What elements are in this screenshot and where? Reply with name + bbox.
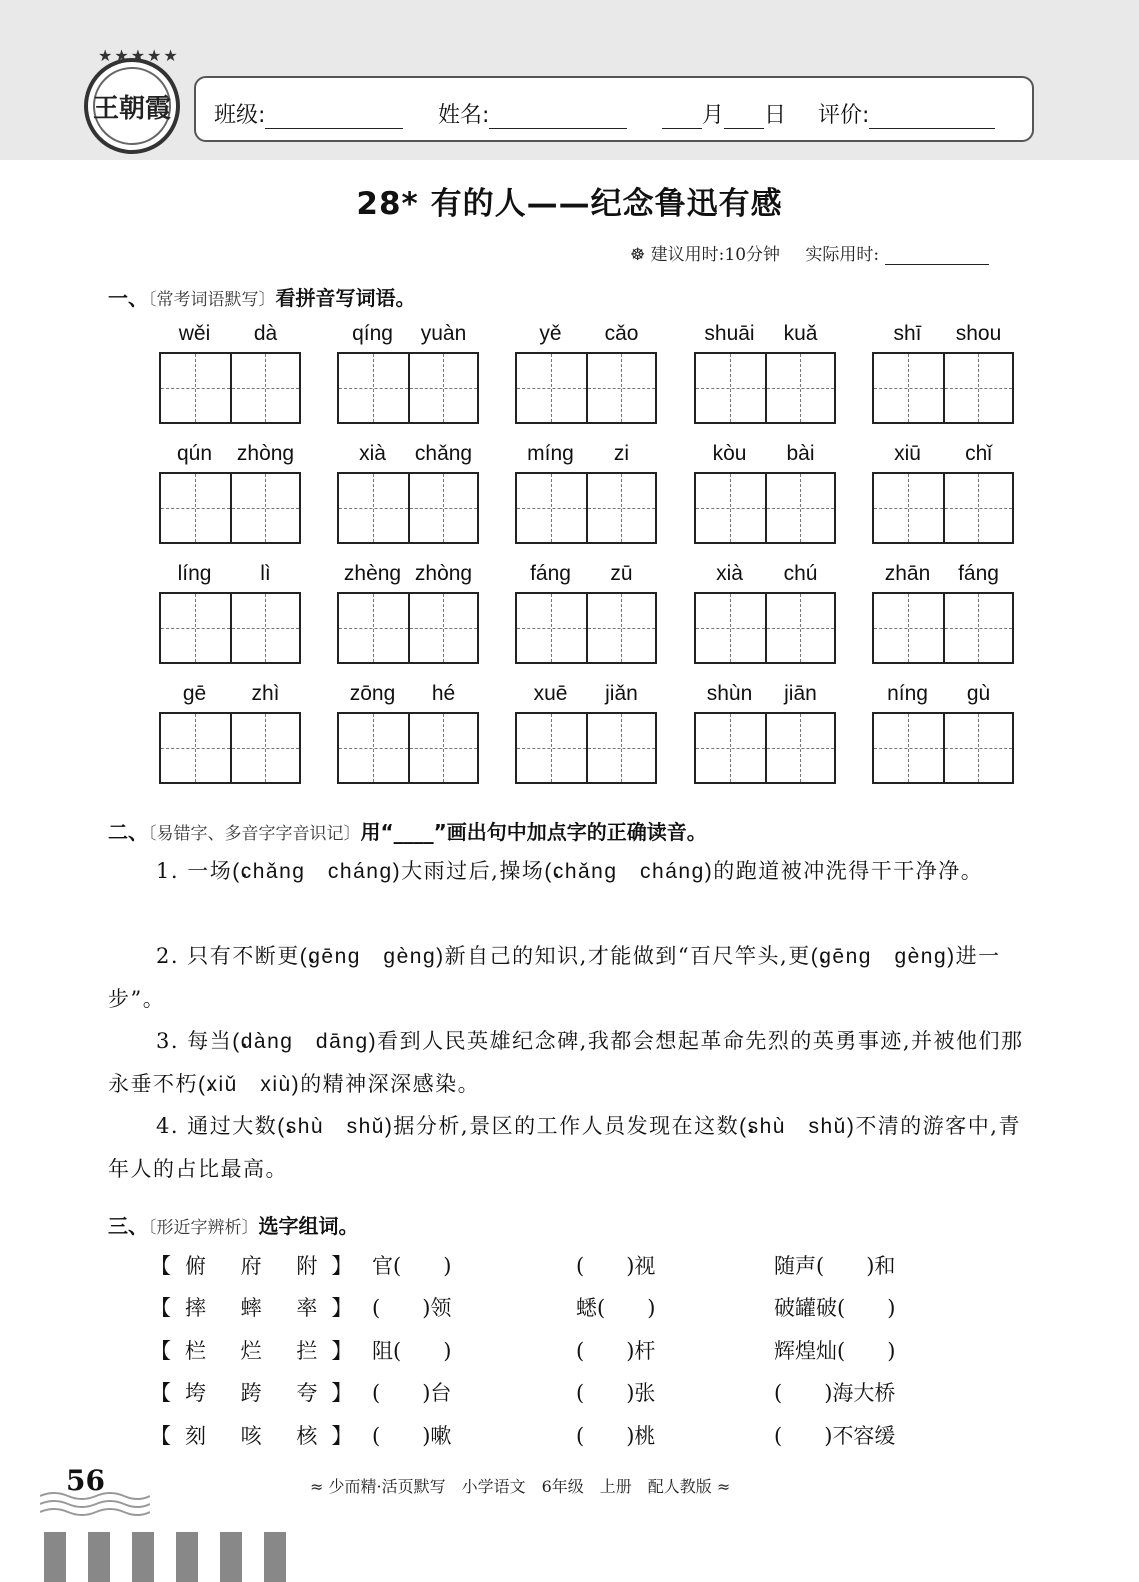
footer-bar [176,1532,198,1582]
pinyin-syllable: fáng [530,562,571,585]
tianzige-cell[interactable] [230,714,299,782]
writing-box[interactable] [337,352,479,424]
pinyin-syllable: shuāi [704,322,755,345]
sentence-text: 大雨过后,操 [401,859,522,883]
suggested-time: 建议用时:10分钟 [650,245,781,265]
logo-text: 王朝霞 [92,93,171,124]
tianzige-cell[interactable] [230,354,299,422]
tianzige-cell[interactable] [161,354,230,422]
section2-heading: 二、〔易错字、多音字字音识记〕用“____”画出句中加点字的正确读音。 [108,820,707,844]
pinyin-syllable: cǎo [604,322,639,345]
footer-bar [220,1532,242,1582]
tianzige-cell[interactable] [874,714,943,782]
dotted-char: 当 • [210,1029,233,1053]
sentence-text: 的精神深深感染。 [300,1072,481,1096]
footer-text: ≈ 少而精·活页默写 小学语文 6年级 上册 配人教版 ≈ [310,1477,731,1496]
dotted-char: 场 • [210,859,233,883]
dotted-char: 场 • [522,859,545,883]
reading-options[interactable]: (shù shǔ) [739,1115,856,1138]
stars-icon: ★★★★★ [98,46,180,65]
pinyin-syllable: gù [966,682,991,705]
writing-box[interactable] [872,472,1014,544]
writing-box[interactable] [872,712,1014,784]
pronunciation-item [108,1105,1032,1190]
tianzige-cell[interactable] [161,594,230,662]
tianzige-cell[interactable] [765,474,834,542]
tianzige-cell[interactable] [696,354,765,422]
pinyin-syllable: míng [527,442,574,465]
pinyin-syllable: shī [893,322,922,345]
pinyin-syllable: zhān [884,562,931,585]
pinyin-syllable: zi [613,442,630,465]
reading-options[interactable]: (gēng gèng) [299,945,445,968]
tianzige-cell[interactable] [586,354,655,422]
pinyin-syllable: jiǎn [605,682,638,705]
pinyin-syllable: wěi [178,322,211,345]
pinyin-syllable: zhì [251,682,280,705]
sentence-text: 据分析,景区的工作人员发现在这 [393,1114,717,1138]
reading-options[interactable]: (dàng dāng) [232,1030,378,1053]
pinyin-syllable: qún [176,442,213,465]
tianzige-cell[interactable] [586,474,655,542]
writing-box[interactable] [337,472,479,544]
pinyin-syllable: yě [539,322,562,345]
sentence-text: 的跑道被冲洗得干干净净。 [713,859,984,883]
publisher-logo [84,46,180,154]
writing-box[interactable] [694,592,836,664]
char-group: 【刻 咳 核】 [150,1424,367,1448]
clock-icon: ☸ [630,245,646,265]
pinyin-syllable: zhèng [343,562,402,585]
tianzige-cell[interactable] [586,594,655,662]
date-field[interactable]: 月 日 [662,98,786,129]
writing-box[interactable] [515,352,657,424]
name-field[interactable]: 姓名: [438,98,627,129]
tianzige-cell[interactable] [517,474,586,542]
tianzige-cell[interactable] [874,594,943,662]
word-blank[interactable]: 随声( )和 [774,1254,896,1278]
reading-options[interactable]: (xiǔ xiù) [198,1073,301,1096]
pronunciation-item [108,850,1032,893]
pronunciation-item [108,1020,1032,1106]
pinyin-syllable: bài [786,442,815,465]
reading-options[interactable]: (shù shǔ) [277,1115,394,1138]
pinyin-syllable: níng [887,682,928,705]
dotted-char: 更 • [788,944,811,968]
word-blank[interactable]: 阻( ) [372,1339,452,1363]
tianzige-cell[interactable] [765,714,834,782]
word-blank[interactable]: 破罐破( ) [774,1296,896,1320]
pinyin-syllable: xuē [533,682,568,705]
dotted-char: 数 • [717,1114,740,1138]
sentence-text: 4. 通过大 [156,1114,255,1138]
pinyin-syllable: zōng [349,682,396,705]
tianzige-cell[interactable] [765,354,834,422]
tianzige-cell[interactable] [161,714,230,782]
tianzige-cell[interactable] [765,594,834,662]
char-group: 【垮 跨 夸】 [150,1381,367,1405]
tianzige-cell[interactable] [161,474,230,542]
pinyin-syllable: shùn [706,682,753,705]
writing-box[interactable] [515,712,657,784]
writing-box[interactable] [159,712,301,784]
actual-time-label: 实际用时: [805,245,880,265]
wave-decoration-icon [40,1488,150,1518]
footer-bar [88,1532,110,1582]
word-blank[interactable]: ( )嗽 [372,1424,452,1448]
pinyin-syllable: jiān [784,682,817,705]
word-blank[interactable]: ( )桃 [576,1424,656,1448]
pinyin-syllable: shou [955,322,1002,345]
timer-info [630,240,989,265]
tianzige-cell[interactable] [408,474,477,542]
pronunciation-item [108,935,1032,1020]
tianzige-cell[interactable] [943,594,1012,662]
pinyin-syllable: xià [359,442,386,465]
tianzige-cell[interactable] [339,714,408,782]
dotted-char: 数 • [255,1114,278,1138]
reading-options[interactable]: (gēng gèng) [810,945,956,968]
tianzige-cell[interactable] [408,594,477,662]
writing-box[interactable] [694,352,836,424]
writing-box[interactable] [159,352,301,424]
word-blank[interactable]: 辉煌灿( ) [774,1339,896,1363]
tianzige-cell[interactable] [230,594,299,662]
page-title: 28* 有的人——纪念鲁迅有感 [356,186,783,222]
writing-box[interactable] [872,352,1014,424]
footer-bar [264,1532,286,1582]
tianzige-cell[interactable] [517,594,586,662]
word-blank[interactable]: ( )领 [372,1296,452,1320]
reading-options[interactable]: (chǎng cháng) [544,860,714,883]
actual-time-blank[interactable] [885,249,989,265]
tianzige-cell[interactable] [408,354,477,422]
page-number: 56 [66,1464,105,1497]
sentence-text: 新自己的知识,才能做到“百尺竿头, [444,944,789,968]
tianzige-cell[interactable] [696,714,765,782]
writing-box[interactable] [694,472,836,544]
tianzige-cell[interactable] [339,474,408,542]
word-blank[interactable]: ( )视 [576,1254,656,1278]
dotted-char: 朽 • [176,1072,199,1096]
char-group: 【摔 蟀 率】 [150,1296,367,1320]
pinyin-syllable: xià [716,562,743,585]
pinyin-syllable: dà [253,322,278,345]
sentence-text: 2. 只有不断 [156,944,278,968]
section1-heading: 一、〔常考词语默写〕看拼音写词语。 [108,286,416,310]
dotted-char: 更 • [277,944,300,968]
tianzige-cell[interactable] [943,714,1012,782]
tianzige-cell[interactable] [874,354,943,422]
char-group: 【俯 府 附】 [150,1254,367,1278]
pinyin-syllable: hé [431,682,456,705]
word-blank[interactable]: 官( ) [372,1254,452,1278]
pinyin-syllable: qíng [352,322,393,345]
pinyin-syllable: xiū [894,442,921,465]
pinyin-syllable: fáng [958,562,999,585]
pinyin-syllable: lì [260,562,271,585]
word-blank[interactable]: ( )杆 [576,1339,656,1363]
word-blank[interactable]: 蟋( ) [576,1296,656,1320]
pinyin-syllable: kuǎ [783,322,818,345]
section3-heading: 三、〔形近字辨析〕选字组词。 [108,1214,359,1238]
reading-options[interactable]: (chǎng cháng) [232,860,402,883]
pinyin-syllable: chǐ [965,442,992,465]
sentence-text: 3. 每 [156,1029,210,1053]
writing-box[interactable] [872,592,1014,664]
tianzige-cell[interactable] [517,354,586,422]
tianzige-cell[interactable] [874,474,943,542]
pinyin-syllable: yuàn [420,322,467,345]
word-blank[interactable]: ( )台 [372,1381,452,1405]
word-blank[interactable]: ( )张 [576,1381,656,1405]
pinyin-syllable: chǎng [414,442,473,465]
rating-field[interactable]: 评价: [818,98,995,129]
footer-bars [44,1532,286,1582]
writing-box[interactable] [337,592,479,664]
char-group: 【栏 烂 拦】 [150,1339,367,1363]
tianzige-cell[interactable] [696,594,765,662]
tianzige-cell[interactable] [943,354,1012,422]
word-blank[interactable]: ( )不容缓 [774,1424,896,1448]
pinyin-syllable: chú [783,562,818,585]
pinyin-syllable: líng [177,562,212,585]
tianzige-cell[interactable] [408,714,477,782]
footer-bar [132,1532,154,1582]
word-blank[interactable]: ( )海大桥 [774,1381,896,1405]
sentence-text: 1. 一 [156,859,210,883]
pinyin-syllable: zhòng [414,562,473,585]
tianzige-cell[interactable] [339,594,408,662]
student-info-box [194,76,1034,142]
tianzige-cell[interactable] [696,474,765,542]
writing-box[interactable] [694,712,836,784]
footer-bar [44,1532,66,1582]
tianzige-cell[interactable] [230,474,299,542]
writing-box[interactable] [159,592,301,664]
pinyin-syllable: zhòng [236,442,295,465]
pinyin-syllable: zū [610,562,633,585]
writing-box[interactable] [159,472,301,544]
writing-box[interactable] [515,472,657,544]
tianzige-cell[interactable] [517,714,586,782]
pinyin-syllable: kòu [712,442,747,465]
writing-box[interactable] [337,712,479,784]
sentence-text: 进一步”。 [108,944,1001,1011]
tianzige-cell[interactable] [943,474,1012,542]
sentence-text: 不清的游客中,青年人的占比最高。 [108,1114,1021,1181]
tianzige-cell[interactable] [339,354,408,422]
pinyin-syllable: gē [182,682,207,705]
sentence-text: 看到人民英雄纪念碑,我都会想起革命先烈的英勇事迹,并被他们那永垂不 [108,1029,1024,1096]
class-field[interactable]: 班级: [214,98,403,129]
writing-box[interactable] [515,592,657,664]
tianzige-cell[interactable] [586,714,655,782]
